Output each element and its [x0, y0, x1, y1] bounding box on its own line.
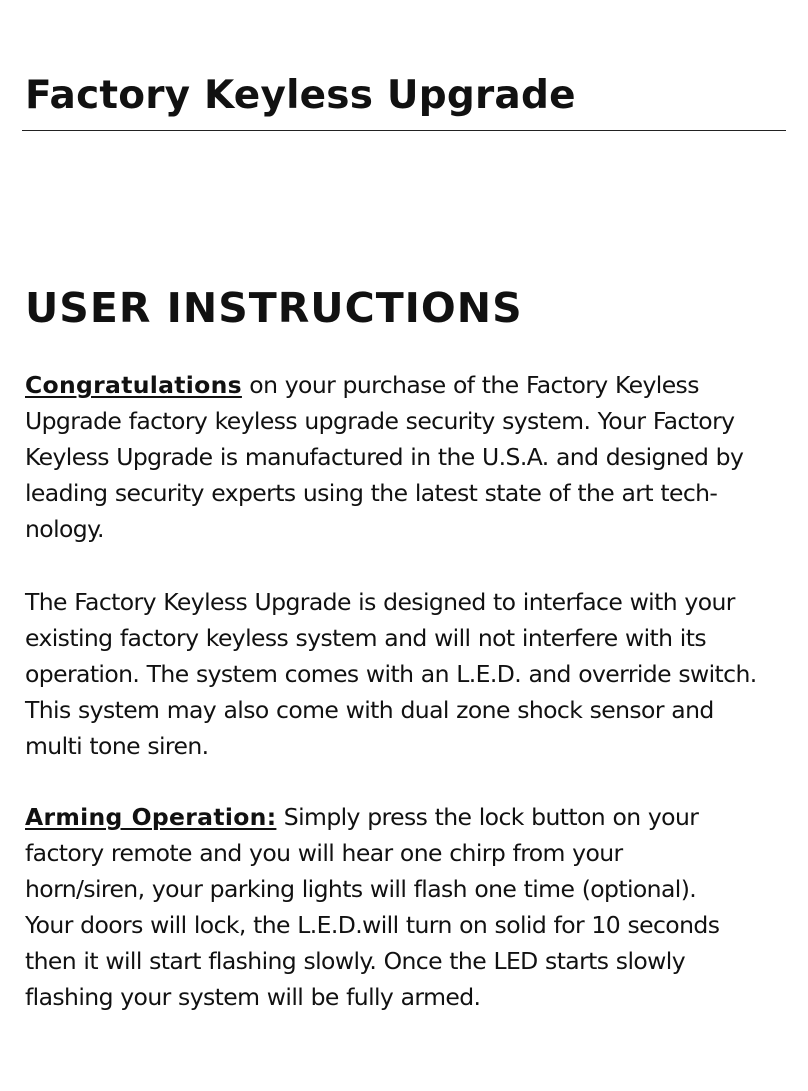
paragraph-line: Upgrade factory keyless upgrade security system. Your Factory: [25, 407, 735, 435]
paragraph-system-description: [25, 584, 785, 764]
paragraph-line: existing factory keyless system and will not interfere with its: [25, 624, 706, 652]
lead-congratulations: Congratulations: [25, 371, 242, 399]
paragraph-line: Keyless Upgrade is manufactured in the U.S.A. and designed by: [25, 443, 744, 471]
paragraph-line: This system may also come with dual zone shock sensor and: [25, 696, 714, 724]
paragraph-line: [25, 799, 785, 835]
lead-arming-operation: Arming Operation:: [25, 803, 277, 831]
paragraph-text: Simply press the lock button on your: [276, 803, 699, 831]
paragraph-line: Your doors will lock, the L.E.D.will turn on solid for 10 seconds: [25, 911, 720, 939]
title-divider: [22, 130, 786, 131]
paragraph-line: nology.: [25, 515, 104, 543]
paragraph-line: then it will start flashing slowly. Once the LED starts slowly: [25, 947, 686, 975]
paragraph-line: operation. The system comes with an L.E.D. and override switch.: [25, 660, 757, 688]
paragraph-congratulations: [25, 367, 785, 547]
paragraph-line: factory remote and you will hear one chirp from your: [25, 839, 623, 867]
paragraph-arming-operation: [25, 799, 785, 1015]
paragraph-line: horn/siren, your parking lights will flash one time (optional).: [25, 875, 697, 903]
paragraph-line: flashing your system will be fully armed.: [25, 983, 481, 1011]
paragraph-line: The Factory Keyless Upgrade is designed to interface with your: [25, 588, 735, 616]
paragraph-line: [25, 367, 785, 403]
paragraph-line: leading security experts using the latest state of the art tech-: [25, 479, 718, 507]
document-title: Factory Keyless Upgrade: [25, 73, 576, 118]
section-heading: USER INSTRUCTIONS: [25, 284, 523, 332]
paragraph-text: on your purchase of the Factory Keyless: [241, 371, 699, 399]
paragraph-line: multi tone siren.: [25, 732, 209, 760]
